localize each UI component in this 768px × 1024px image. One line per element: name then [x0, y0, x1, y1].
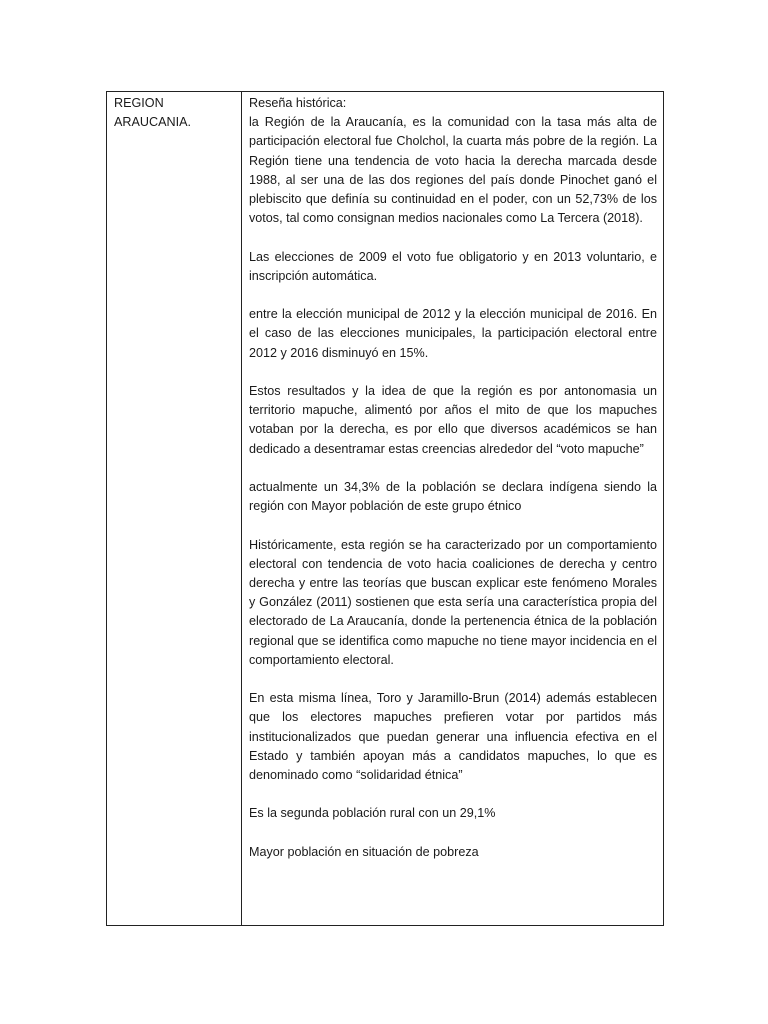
paragraph-4: Estos resultados y la idea de que la región es por antonomasia un territorio mapuche, alimentó por años el mito de que los mapuches votaban por la derecha, es por ello que diversos académicos se han dedicado a desentramar estas creencias alrededor del “voto mapuche”	[249, 384, 657, 456]
paragraph-5: actualmente un 34,3% de la población se declara indígena siendo la región con Mayor población de este grupo étnico	[249, 480, 657, 514]
region-name: REGION ARAUCANIA.	[114, 96, 191, 130]
paragraph-8: Es la segunda población rural con un 29,1%	[249, 806, 496, 821]
section-heading: Reseña histórica:	[249, 96, 347, 110]
historical-review-cell	[242, 92, 664, 926]
paragraph-6: Históricamente, esta región se ha caracterizado por un comportamiento electoral con tendencia de voto hacia coaliciones de derecha y centro derecha y entre las teorías que buscan explicar este fenómeno Morales y González (2011) sostienen que esta sería una característica propia del electorado de La Araucanía, donde la pertenencia étnica de la población regional que se identifica como mapuche no tiene mayor incidencia en el comportamiento electoral.	[249, 537, 657, 667]
paragraph-1: la Región de la Araucanía, es la comunidad con la tasa más alta de participación electoral fue Cholchol, la cuarta más pobre de la región. La Región tiene una tendencia de voto hacia la derecha marcada desde 1988, al ser una de las dos regiones del país donde Pinochet ganó el plebiscito que definía su continuidad en el poder, con un 52,73% de los votos, tal como consignan medios nacionales como La Tercera (2018).	[249, 115, 657, 226]
historical-review-content	[242, 92, 663, 862]
paragraph-2: Las elecciones de 2009 el voto fue obligatorio y en 2013 voluntario, e inscripción automática.	[249, 249, 657, 283]
paragraph-9: Mayor población en situación de pobreza	[249, 844, 479, 859]
region-name-cell	[107, 92, 242, 926]
paragraph-7: En esta misma línea, Toro y Jaramillo-Brun (2014) además establecen que los electores mapuches prefieren votar por partidos más institucionalizados que puedan generar una influencia efectiva en el Estado y también apoyan más a candidatos mapuches, lo que es denominado como “solidaridad étnica”	[249, 691, 657, 783]
document-table	[106, 91, 664, 926]
table-row	[107, 92, 664, 926]
paragraph-3: entre la elección municipal de 2012 y la elección municipal de 2016. En el caso de las elecciones municipales, la participación electoral entre 2012 y 2016 disminuyó en 15%.	[249, 307, 657, 360]
